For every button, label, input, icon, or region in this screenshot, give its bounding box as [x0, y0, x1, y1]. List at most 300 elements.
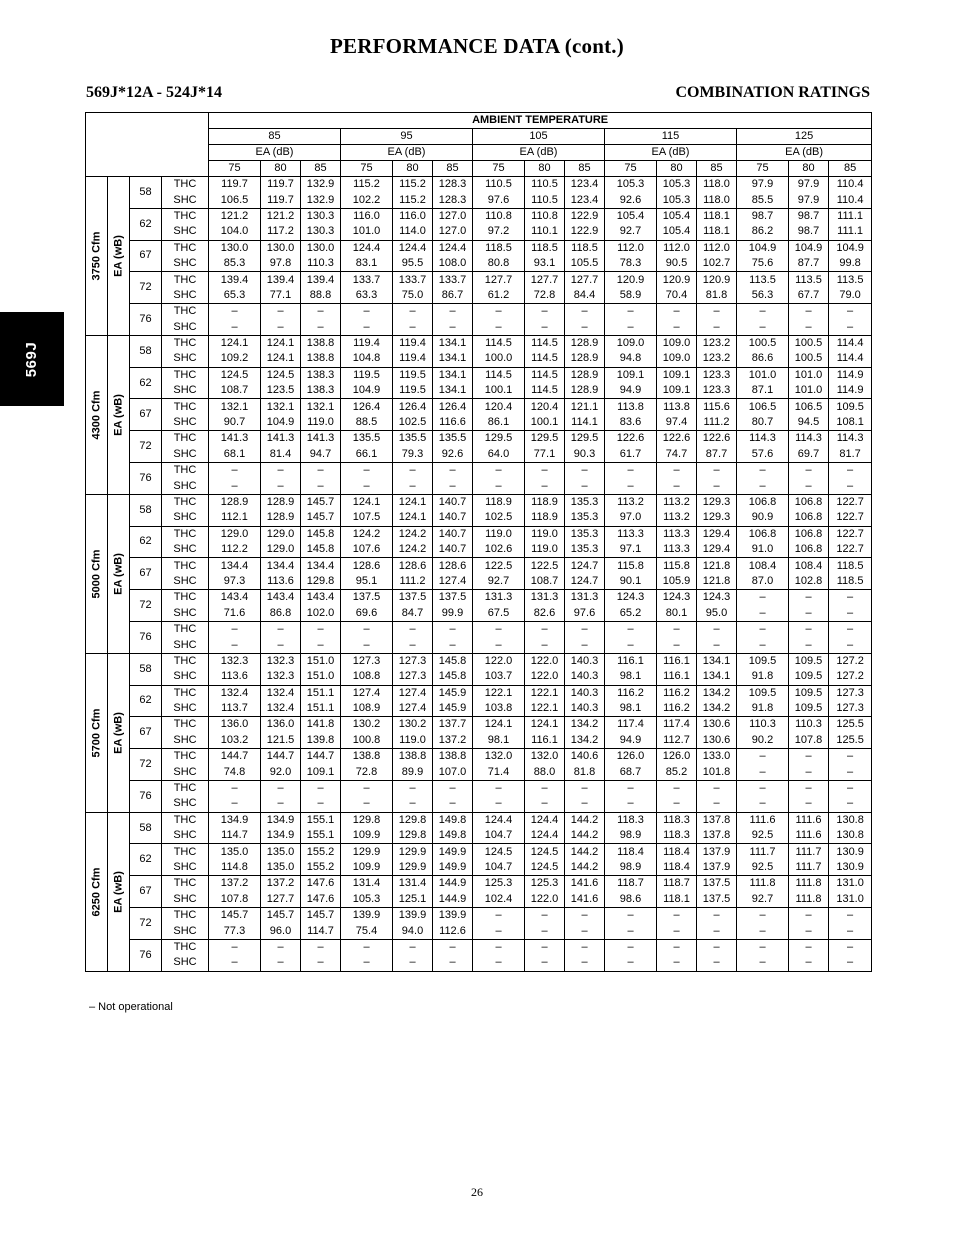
thc-value: 140.3 [565, 653, 605, 669]
ea-db-label: EA (dB) [209, 145, 341, 161]
thc-value: 120.9 [657, 272, 697, 288]
thc-value: 141.3 [301, 431, 341, 447]
shc-value: – [393, 796, 433, 812]
footnote: – Not operational [89, 1001, 173, 1013]
thc-value: – [261, 304, 301, 320]
shc-value: 95.5 [393, 256, 433, 272]
table-row [86, 288, 872, 304]
shc-value: 137.8 [697, 828, 737, 844]
thc-value: 127.7 [565, 272, 605, 288]
thc-value: 109.5 [829, 399, 872, 415]
thc-value: 119.4 [393, 335, 433, 351]
shc-value: 145.7 [301, 510, 341, 526]
thc-value: 145.7 [301, 494, 341, 510]
shc-label: SHC [162, 415, 209, 431]
thc-value: 126.4 [433, 399, 473, 415]
shc-value: 57.6 [737, 447, 789, 463]
shc-value: 121.8 [697, 574, 737, 590]
thc-value: 144.7 [261, 749, 301, 765]
shc-value: 137.5 [697, 892, 737, 908]
wet-bulb-value: 72 [130, 590, 162, 622]
shc-value: – [565, 478, 605, 494]
shc-value: 74.8 [209, 764, 261, 780]
shc-value: 119.5 [393, 383, 433, 399]
thc-value: 109.5 [737, 685, 789, 701]
shc-value: 114.5 [525, 351, 565, 367]
shc-label: SHC [162, 764, 209, 780]
thc-value: 128.6 [393, 558, 433, 574]
shc-value: – [565, 637, 605, 653]
thc-value: 119.5 [341, 367, 393, 383]
shc-value: 108.9 [341, 701, 393, 717]
thc-value: – [473, 907, 525, 923]
thc-value: 118.5 [565, 240, 605, 256]
table-row [86, 876, 872, 892]
thc-value: 129.9 [393, 844, 433, 860]
thc-value: 101.0 [789, 367, 829, 383]
shc-value: 147.6 [301, 892, 341, 908]
shc-value: 109.2 [209, 351, 261, 367]
shc-value: 102.5 [473, 510, 525, 526]
shc-value: 58.9 [605, 288, 657, 304]
thc-value: – [737, 907, 789, 923]
shc-value: – [473, 478, 525, 494]
shc-value: 104.0 [209, 224, 261, 240]
shc-value: 119.4 [393, 351, 433, 367]
thc-value: 126.4 [393, 399, 433, 415]
thc-value: 122.0 [473, 653, 525, 669]
thc-value: 138.3 [301, 367, 341, 383]
shc-value: 125.5 [829, 733, 872, 749]
shc-value: – [433, 637, 473, 653]
thc-value: – [605, 304, 657, 320]
shc-value: – [393, 955, 433, 971]
shc-value: 103.2 [209, 733, 261, 749]
shc-value: 92.5 [737, 860, 789, 876]
thc-value: 114.3 [789, 431, 829, 447]
shc-value: 61.2 [473, 288, 525, 304]
thc-value: – [737, 590, 789, 606]
shc-value: 107.6 [341, 542, 393, 558]
shc-value: 140.7 [433, 542, 473, 558]
table-row [86, 208, 872, 224]
ea-db-value: 75 [341, 161, 393, 177]
thc-value: 145.7 [209, 907, 261, 923]
shc-value: 123.3 [697, 383, 737, 399]
thc-value: 121.1 [565, 399, 605, 415]
wet-bulb-value: 67 [130, 399, 162, 431]
table-row [86, 796, 872, 812]
shc-value: 87.7 [789, 256, 829, 272]
thc-value: – [209, 463, 261, 479]
shc-value: 132.9 [301, 192, 341, 208]
wet-bulb-value: 58 [130, 335, 162, 367]
table-row [86, 749, 872, 765]
thc-value: – [789, 463, 829, 479]
shc-value: 134.1 [433, 383, 473, 399]
thc-value: 119.0 [473, 526, 525, 542]
shc-value: – [737, 955, 789, 971]
thc-value: 128.9 [209, 494, 261, 510]
thc-value: 133.0 [697, 749, 737, 765]
wet-bulb-value: 72 [130, 431, 162, 463]
table-row [86, 907, 872, 923]
table-row [86, 383, 872, 399]
shc-value: – [341, 955, 393, 971]
table-row [86, 478, 872, 494]
shc-value: 111.8 [789, 892, 829, 908]
thc-value: – [829, 907, 872, 923]
thc-label: THC [162, 653, 209, 669]
shc-value: 144.9 [433, 892, 473, 908]
shc-value: 124.1 [261, 351, 301, 367]
thc-value: – [737, 304, 789, 320]
shc-value: 111.7 [789, 860, 829, 876]
shc-value: 68.1 [209, 447, 261, 463]
thc-value: 138.8 [393, 749, 433, 765]
thc-value: – [341, 939, 393, 955]
shc-value: 138.8 [301, 351, 341, 367]
thc-label: THC [162, 177, 209, 193]
thc-value: 127.4 [393, 685, 433, 701]
shc-label: SHC [162, 701, 209, 717]
thc-value: 134.9 [261, 812, 301, 828]
shc-value: – [393, 637, 433, 653]
ea-db-value: 85 [565, 161, 605, 177]
shc-value: 97.9 [789, 192, 829, 208]
shc-value: 104.8 [341, 351, 393, 367]
thc-value: 141.6 [565, 876, 605, 892]
thc-value: 151.0 [301, 653, 341, 669]
ea-db-value: 75 [737, 161, 789, 177]
shc-value: 112.6 [433, 923, 473, 939]
shc-value: 117.2 [261, 224, 301, 240]
thc-value: 118.3 [605, 812, 657, 828]
shc-value: 140.7 [433, 510, 473, 526]
airflow-cfm-cell [86, 494, 108, 653]
ea-db-value: 85 [433, 161, 473, 177]
thc-value: 111.1 [829, 208, 872, 224]
thc-value: 123.4 [565, 177, 605, 193]
shc-value: 134.1 [433, 351, 473, 367]
shc-label: SHC [162, 256, 209, 272]
thc-value: 116.0 [393, 208, 433, 224]
shc-value: 139.8 [301, 733, 341, 749]
shc-value: – [565, 796, 605, 812]
shc-value: 114.8 [209, 860, 261, 876]
thc-value: 132.9 [301, 177, 341, 193]
thc-value: 111.6 [737, 812, 789, 828]
thc-value: 108.4 [789, 558, 829, 574]
thc-value: 129.0 [261, 526, 301, 542]
airflow-cfm-cell [86, 812, 108, 971]
thc-value: 137.5 [433, 590, 473, 606]
thc-value: 143.4 [209, 590, 261, 606]
thc-value: 100.5 [737, 335, 789, 351]
shc-value: 88.5 [341, 415, 393, 431]
thc-value: 132.1 [261, 399, 301, 415]
thc-label: THC [162, 335, 209, 351]
shc-value: 90.5 [657, 256, 697, 272]
ea-db-value: 80 [657, 161, 697, 177]
ea-wb-label: EA (wB) [112, 711, 124, 754]
thc-value: 127.3 [829, 685, 872, 701]
shc-value: – [657, 923, 697, 939]
thc-value: 124.1 [341, 494, 393, 510]
thc-value: 134.1 [697, 653, 737, 669]
thc-value: 134.2 [565, 717, 605, 733]
shc-value: 119.0 [525, 542, 565, 558]
shc-value: 127.4 [393, 701, 433, 717]
shc-value: 79.0 [829, 288, 872, 304]
thc-label: THC [162, 907, 209, 923]
shc-value: 86.8 [261, 606, 301, 622]
shc-value: 106.8 [789, 510, 829, 526]
shc-value: 85.3 [209, 256, 261, 272]
shc-value: 127.3 [393, 669, 433, 685]
shc-value: 122.7 [829, 542, 872, 558]
thc-value: – [393, 780, 433, 796]
shc-value: – [829, 637, 872, 653]
shc-value: 75.4 [341, 923, 393, 939]
thc-value: 119.0 [525, 526, 565, 542]
thc-value: 134.4 [301, 558, 341, 574]
shc-value: 93.1 [525, 256, 565, 272]
shc-value: 145.8 [433, 669, 473, 685]
thc-value: 124.5 [525, 844, 565, 860]
ea-db-value: 75 [209, 161, 261, 177]
shc-value: – [789, 320, 829, 336]
thc-label: THC [162, 717, 209, 733]
thc-value: 124.4 [473, 812, 525, 828]
thc-value: 109.5 [737, 653, 789, 669]
shc-value: 108.0 [433, 256, 473, 272]
thc-value: – [789, 939, 829, 955]
shc-value: 132.3 [261, 669, 301, 685]
shc-value: – [261, 637, 301, 653]
ea-wb-cell [108, 812, 130, 971]
shc-value: 137.9 [697, 860, 737, 876]
shc-value: 81.8 [697, 288, 737, 304]
thc-value: 127.7 [525, 272, 565, 288]
shc-label: SHC [162, 892, 209, 908]
wet-bulb-value: 67 [130, 558, 162, 590]
thc-value: 112.0 [697, 240, 737, 256]
thc-value: – [789, 749, 829, 765]
shc-value: 86.6 [737, 351, 789, 367]
shc-value: 113.7 [209, 701, 261, 717]
shc-value: 119.7 [261, 192, 301, 208]
shc-value: 140.3 [565, 669, 605, 685]
shc-value: – [209, 796, 261, 812]
thc-label: THC [162, 240, 209, 256]
shc-value: 87.0 [737, 574, 789, 590]
shc-value: 119.0 [301, 415, 341, 431]
ea-wb-cell [108, 335, 130, 494]
thc-value: 122.5 [473, 558, 525, 574]
thc-value: 135.3 [565, 494, 605, 510]
thc-value: – [301, 621, 341, 637]
shc-value: 65.2 [605, 606, 657, 622]
shc-value: 113.6 [209, 669, 261, 685]
table-row [86, 637, 872, 653]
thc-value: 135.0 [209, 844, 261, 860]
shc-value: – [829, 764, 872, 780]
thc-value: – [393, 621, 433, 637]
shc-value: 112.1 [209, 510, 261, 526]
shc-label: SHC [162, 447, 209, 463]
thc-value: 118.4 [605, 844, 657, 860]
shc-value: 100.5 [789, 351, 829, 367]
shc-value: 104.7 [473, 860, 525, 876]
thc-label: THC [162, 208, 209, 224]
shc-value: – [473, 637, 525, 653]
table-row [86, 431, 872, 447]
shc-value: – [737, 478, 789, 494]
thc-value: – [261, 780, 301, 796]
thc-value: 137.9 [697, 844, 737, 860]
thc-value: 106.8 [789, 526, 829, 542]
thc-value: – [261, 621, 301, 637]
thc-value: 132.1 [209, 399, 261, 415]
table-row [86, 224, 872, 240]
thc-value: 137.2 [261, 876, 301, 892]
shc-value: 81.7 [829, 447, 872, 463]
shc-value: 86.1 [473, 415, 525, 431]
thc-value: 122.7 [829, 526, 872, 542]
thc-value: 124.5 [473, 844, 525, 860]
thc-value: 138.8 [433, 749, 473, 765]
thc-value: 104.9 [789, 240, 829, 256]
thc-value: 128.9 [565, 367, 605, 383]
table-row [86, 669, 872, 685]
thc-value: – [393, 939, 433, 955]
thc-value: 127.2 [829, 653, 872, 669]
thc-value: 113.2 [605, 494, 657, 510]
shc-value: 100.8 [341, 733, 393, 749]
thc-value: 131.3 [525, 590, 565, 606]
shc-value: 98.1 [473, 733, 525, 749]
shc-value: – [789, 478, 829, 494]
thc-value: – [657, 939, 697, 955]
thc-value: – [473, 780, 525, 796]
ea-db-value: 75 [473, 161, 525, 177]
thc-value: 124.5 [209, 367, 261, 383]
shc-value: 81.8 [565, 764, 605, 780]
thc-value: 114.5 [473, 335, 525, 351]
shc-value: 155.1 [301, 828, 341, 844]
shc-value: – [737, 637, 789, 653]
shc-value: 144.2 [565, 860, 605, 876]
thc-value: 139.9 [341, 907, 393, 923]
shc-value: 92.7 [737, 892, 789, 908]
shc-value: – [697, 320, 737, 336]
thc-value: 124.3 [697, 590, 737, 606]
shc-value: 109.5 [789, 669, 829, 685]
shc-value: 116.1 [525, 733, 565, 749]
ea-db-label: EA (dB) [737, 145, 872, 161]
thc-label: THC [162, 780, 209, 796]
thc-value: 127.3 [393, 653, 433, 669]
shc-value: 129.8 [393, 828, 433, 844]
ea-db-value: 80 [393, 161, 433, 177]
shc-value: – [473, 923, 525, 939]
shc-value: – [657, 320, 697, 336]
shc-value: 65.3 [209, 288, 261, 304]
thc-value: 134.1 [433, 367, 473, 383]
shc-value: 108.1 [829, 415, 872, 431]
thc-value: 122.1 [473, 685, 525, 701]
thc-value: 140.7 [433, 526, 473, 542]
wet-bulb-value: 72 [130, 907, 162, 939]
thc-value: 144.2 [565, 844, 605, 860]
shc-value: 105.4 [657, 224, 697, 240]
shc-value: – [565, 955, 605, 971]
shc-value: 108.7 [525, 574, 565, 590]
shc-value: – [605, 796, 657, 812]
thc-value: 114.5 [525, 335, 565, 351]
shc-value: 74.7 [657, 447, 697, 463]
table-row [86, 590, 872, 606]
thc-value: 141.3 [209, 431, 261, 447]
shc-label: SHC [162, 733, 209, 749]
shc-value: 92.5 [737, 828, 789, 844]
table-row [86, 304, 872, 320]
shc-value: 87.1 [737, 383, 789, 399]
thc-value: – [829, 621, 872, 637]
airflow-cfm-label: 6250 Cfm [90, 867, 102, 917]
wet-bulb-value: 76 [130, 304, 162, 336]
shc-value: 84.4 [565, 288, 605, 304]
shc-value: 118.3 [657, 828, 697, 844]
shc-value: 85.2 [657, 764, 697, 780]
thc-value: 118.3 [657, 812, 697, 828]
table-row [86, 494, 872, 510]
thc-value: 114.4 [829, 335, 872, 351]
shc-value: 130.9 [829, 860, 872, 876]
table-row [86, 415, 872, 431]
shc-value: 141.6 [565, 892, 605, 908]
thc-value: 130.6 [697, 717, 737, 733]
shc-value: 81.4 [261, 447, 301, 463]
thc-value: 116.1 [657, 653, 697, 669]
shc-value: – [829, 955, 872, 971]
thc-value: 128.9 [261, 494, 301, 510]
thc-value: 132.3 [209, 653, 261, 669]
thc-value: 125.5 [829, 717, 872, 733]
thc-value: 124.5 [261, 367, 301, 383]
shc-value: 92.7 [605, 224, 657, 240]
thc-value: 122.7 [829, 494, 872, 510]
thc-value: 145.9 [433, 685, 473, 701]
table-row [86, 574, 872, 590]
shc-value: 94.5 [789, 415, 829, 431]
table-row [86, 335, 872, 351]
shc-value: 98.1 [605, 701, 657, 717]
table-row [86, 351, 872, 367]
shc-value: – [789, 764, 829, 780]
thc-label: THC [162, 494, 209, 510]
shc-value: 97.1 [605, 542, 657, 558]
thc-value: 138.8 [341, 749, 393, 765]
shc-value: 84.7 [393, 606, 433, 622]
thc-value: – [565, 780, 605, 796]
thc-value: 124.4 [341, 240, 393, 256]
thc-value: 145.8 [433, 653, 473, 669]
thc-value: 118.5 [829, 558, 872, 574]
thc-value: 111.6 [789, 812, 829, 828]
shc-value: – [829, 796, 872, 812]
